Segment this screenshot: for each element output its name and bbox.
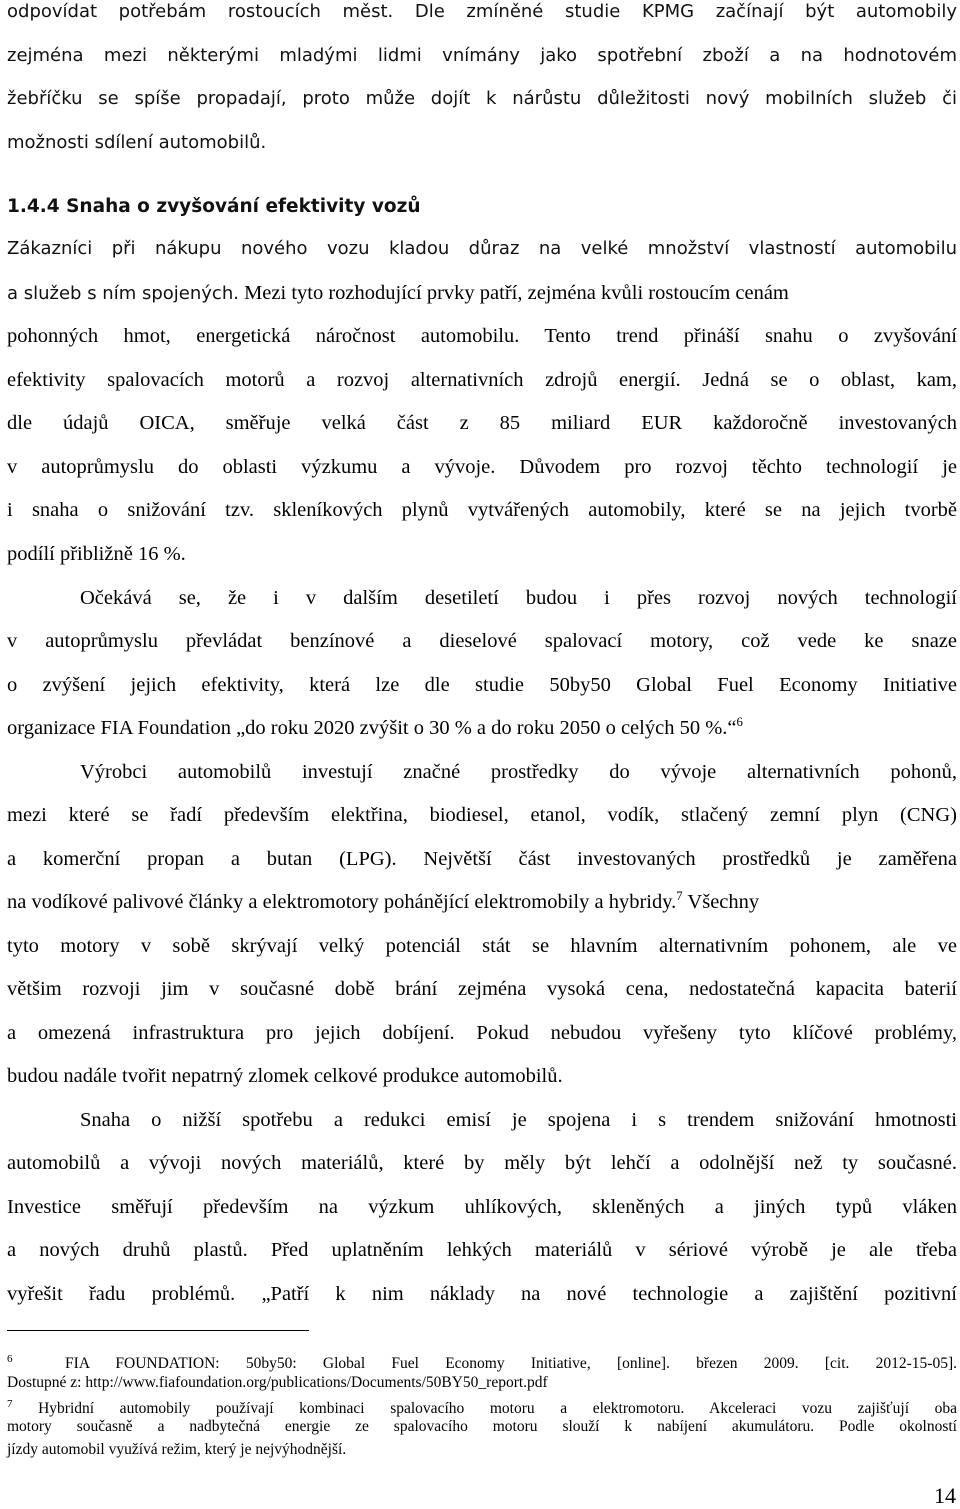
paragraph-first-line: Snaha o nižší spotřebu a redukci emisí je spojena i s trendem snižování hmotnosti — [80, 1109, 957, 1131]
footnote-7 — [7, 1395, 957, 1418]
paragraph-line: zejména mezi některými mladými lidmi vnímány jako spotřební zboží a na hodnotovém — [7, 45, 957, 66]
footnote-separator — [7, 1330, 309, 1331]
footnote-6 — [7, 1350, 957, 1373]
footnote-text: Hybridní automobily používají kombinaci spalovacího motoru a elektromotoru. Akceleraci vozu zajišťují oba — [38, 1400, 957, 1418]
paragraph-line: pohonných hmot, energetická náročnost automobilu. Tento trend přináší snahu o zvyšování — [7, 325, 957, 347]
paragraph-line — [7, 716, 743, 740]
footnote-number: 6 — [7, 1353, 13, 1365]
paragraph-line: odpovídat potřebám rostoucích měst. Dle zmíněné studie KPMG začínají být automobily — [7, 1, 957, 22]
sans-span: a služeb s ním spojených. — [7, 283, 239, 304]
paragraph-line: žebříčku se spíše propadají, proto může dojít k nárůstu důležitosti nový mobilních služeb či — [7, 88, 957, 109]
footnote-number: 7 — [7, 1398, 13, 1410]
paragraph-line — [7, 890, 759, 914]
page-number: 14 — [934, 1483, 956, 1508]
quote-text: organizace FIA Foundation „do roku 2020 zvýšit o 30 % a do roku 2050 o celých 50 %.“ — [7, 717, 737, 739]
paragraph-line: a nových druhů plastů. Před uplatněním lehkých materiálů v sériové výrobě je ale třeba — [7, 1239, 957, 1261]
paragraph-first-line: Výrobci automobilů investují značné prostředky do vývoje alternativních pohonů, — [80, 761, 957, 783]
footnote-ref: 7 — [676, 889, 683, 904]
paragraph-line: dle údajů OICA, směřuje velká část z 85 miliard EUR každoročně investovaných — [7, 412, 957, 434]
paragraph-line: Zákazníci při nákupu nového vozu kladou důraz na velké množství vlastností automobilu — [7, 238, 957, 259]
paragraph-line: budou nadále tvořit nepatrný zlomek celkové produkce automobilů. — [7, 1065, 563, 1087]
paragraph-line: i snaha o snižování tzv. skleníkových plynů vytvářených automobily, které se na jejich tvorbě — [7, 499, 957, 521]
footnote-7-line3: jízdy automobil využívá režim, který je nejvýhodnější. — [7, 1441, 347, 1458]
section-heading: 1.4.4 Snaha o zvyšování efektivity vozů — [7, 196, 421, 217]
paragraph-line: podílí přibližně 16 %. — [7, 543, 186, 565]
paragraph-line: možnosti sdílení automobilů. — [7, 132, 267, 153]
line-text: na vodíkové palivové články a elektromotory pohánějící elektromobily a hybridy. — [7, 891, 677, 913]
paragraph-line: a omezená infrastruktura pro jejich dobíjení. Pokud nebudou vyřešeny tyto klíčové problémy, — [7, 1022, 957, 1044]
footnote-ref: 6 — [736, 715, 743, 730]
footnote-7-line2: motory současně a nadbytečná energie ze spalovacího motoru slouží k nabíjení akumulátoru. Podle okolností — [7, 1418, 957, 1435]
paragraph-line: a komerční propan a butan (LPG). Největší část investovaných prostředků je zaměřena — [7, 848, 957, 870]
paragraph-line: mezi které se řadí především elektřina, biodiesel, etanol, vodík, stlačený zemní plyn (CNG) — [7, 804, 957, 826]
footnote-text: FIA FOUNDATION: 50by50: Global Fuel Economy Initiative, [online]. březen 2009. [cit. 2012-15-05]. — [65, 1355, 958, 1373]
paragraph-line: většim rozvoji jim v současné době brání zejména vysoká cena, nedostatečná kapacita baterií — [7, 978, 957, 1000]
paragraph-line: v autoprůmyslu převládat benzínové a dieselové spalovací motory, což vede ke snaze — [7, 630, 957, 652]
paragraph-first-line: Očekává se, že i v dalším desetiletí budou i přes rozvoj nových technologií — [80, 587, 957, 609]
footnote-6-line2: Dostupné z: http://www.fiafoundation.org/publications/Documents/50BY50_report.pdf — [7, 1374, 548, 1391]
paragraph-line: efektivity spalovacích motorů a rozvoj alternativních zdrojů energií. Jedná se o oblast, kam, — [7, 369, 957, 391]
serif-span: Mezi tyto rozhodující prvky patří, zejména kvůli rostoucím cenám — [238, 282, 789, 304]
paragraph-line: o zvýšení jejich efektivity, která lze dle studie 50by50 Global Fuel Economy Initiative — [7, 674, 957, 696]
paragraph-line: vyřešit řadu problémů. „Patří k nim náklady na nové technologie a zajištění pozitivní — [7, 1283, 957, 1305]
paragraph-line: automobilů a vývoji nových materiálů, které by měly být lehčí a odolnější než ty současné. — [7, 1152, 957, 1174]
line-tail: Všechny — [682, 891, 760, 913]
paragraph-line: tyto motory v sobě skrývají velký potenciál stát se hlavním alternativním pohonem, ale ve — [7, 935, 957, 957]
paragraph-line: v autoprůmyslu do oblasti výzkumu a vývoje. Důvodem pro rozvoj těchto technologií je — [7, 456, 957, 478]
paragraph-line: Investice směřují především na výzkum uhlíkových, skleněných a jiných typů vláken — [7, 1196, 957, 1218]
paragraph-line-mixed — [7, 281, 789, 306]
